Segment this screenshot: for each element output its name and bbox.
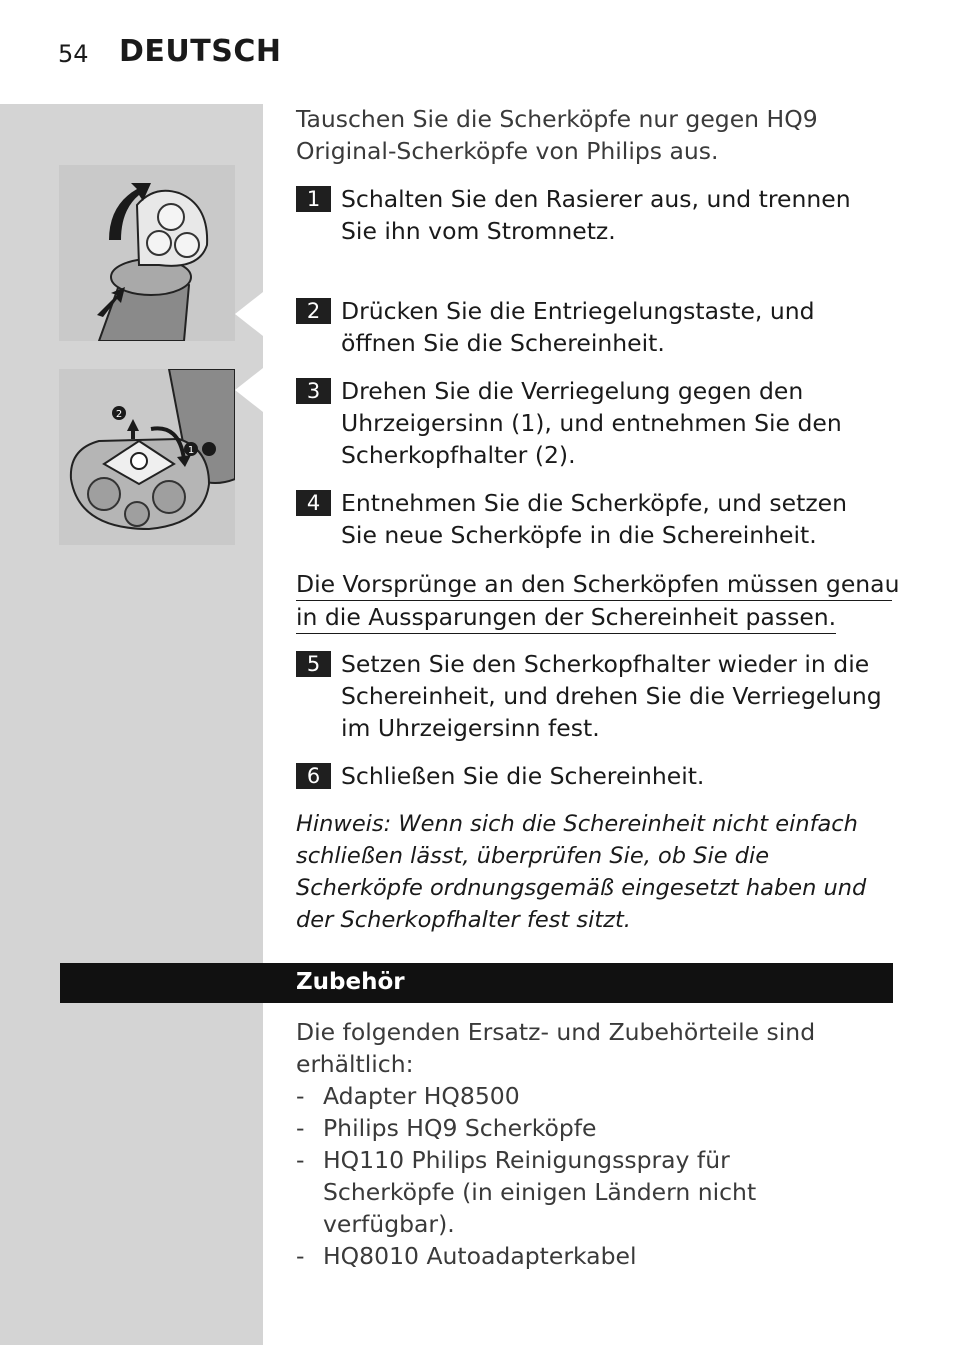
illustration-remove-cutter-holder (59, 369, 235, 545)
list-item (296, 1080, 856, 1112)
illustration-pointer (235, 292, 263, 336)
page-number: 54 (58, 40, 89, 68)
step-number: 3 (296, 378, 331, 404)
step-number: 5 (296, 651, 331, 677)
accessories-intro: Die folgenden Ersatz- und Zubehörteile sind erhältlich: (296, 1018, 816, 1078)
step-text: Setzen Sie den Scherkopfhalter wieder in die Schereinheit, und drehen Sie die Verriegelung im Uhrzeigersinn fest. (341, 650, 882, 742)
underlined-note (296, 568, 900, 634)
list-item-text: Philips HQ9 Scherköpfe (323, 1114, 597, 1142)
step-1 (296, 183, 886, 247)
hint-note: Hinweis: Wenn sich die Schereinheit nicht einfach schließen lässt, überprüfen Sie, ob Sie die Scherköpfe ordnungsgemäß eingesetzt haben und der Scherkopfhalter fest sitzt. (296, 811, 867, 933)
list-item (296, 1144, 856, 1240)
step-3 (296, 375, 886, 471)
step-4 (296, 487, 886, 551)
section-title: Zubehör (296, 969, 405, 995)
step-number: 1 (296, 186, 331, 212)
step-text: Entnehmen Sie die Scherköpfe, und setzen Sie neue Scherköpfe in die Schereinheit. (341, 489, 848, 549)
accessories-list (296, 1080, 856, 1272)
illustration-pointer (235, 368, 263, 412)
illustration-open-shaving-unit (59, 165, 235, 341)
accessories-section (296, 1016, 856, 1272)
open-shaving-unit-icon (59, 165, 235, 341)
figure-label-2: 2 (115, 409, 123, 420)
list-dash: - (296, 1146, 305, 1174)
list-item-text: HQ110 Philips Reinigungsspray für Scherköpfe (in einigen Ländern nicht verfügbar). (323, 1146, 757, 1238)
section-header-bar (60, 963, 893, 1003)
list-item (296, 1112, 856, 1144)
step-text: Schließen Sie die Schereinheit. (341, 762, 705, 790)
step-text: Drehen Sie die Verriegelung gegen den Uhrzeigersinn (1), und entnehmen Sie den Scherkopfhalter (2). (341, 377, 842, 469)
step-text: Drücken Sie die Entriegelungstaste, und öffnen Sie die Schereinheit. (341, 297, 815, 357)
list-item-text: HQ8010 Autoadapterkabel (323, 1242, 637, 1270)
step-text: Schalten Sie den Rasierer aus, und trennen Sie ihn vom Stromnetz. (341, 185, 851, 245)
step-number: 4 (296, 490, 331, 516)
step-number: 2 (296, 298, 331, 324)
list-dash: - (296, 1114, 305, 1142)
list-item-text: Adapter HQ8500 (323, 1082, 520, 1110)
remove-cutter-holder-icon (59, 369, 235, 545)
figure-label-1: 1 (187, 445, 195, 456)
underlined-note-line-1: Die Vorsprünge an den Scherköpfen müssen genau (296, 568, 892, 601)
step-6 (296, 760, 886, 792)
language-heading: DEUTSCH (119, 34, 282, 69)
list-item (296, 1240, 856, 1272)
underlined-note-line-2: in die Aussparungen der Schereinheit passen. (296, 601, 836, 634)
list-dash: - (296, 1242, 305, 1270)
step-2 (296, 295, 886, 359)
list-dash: - (296, 1082, 305, 1110)
step-number: 6 (296, 763, 331, 789)
intro-paragraph: Tauschen Sie die Scherköpfe nur gegen HQ9 Original-Scherköpfe von Philips aus. (296, 105, 818, 165)
step-5 (296, 648, 886, 744)
